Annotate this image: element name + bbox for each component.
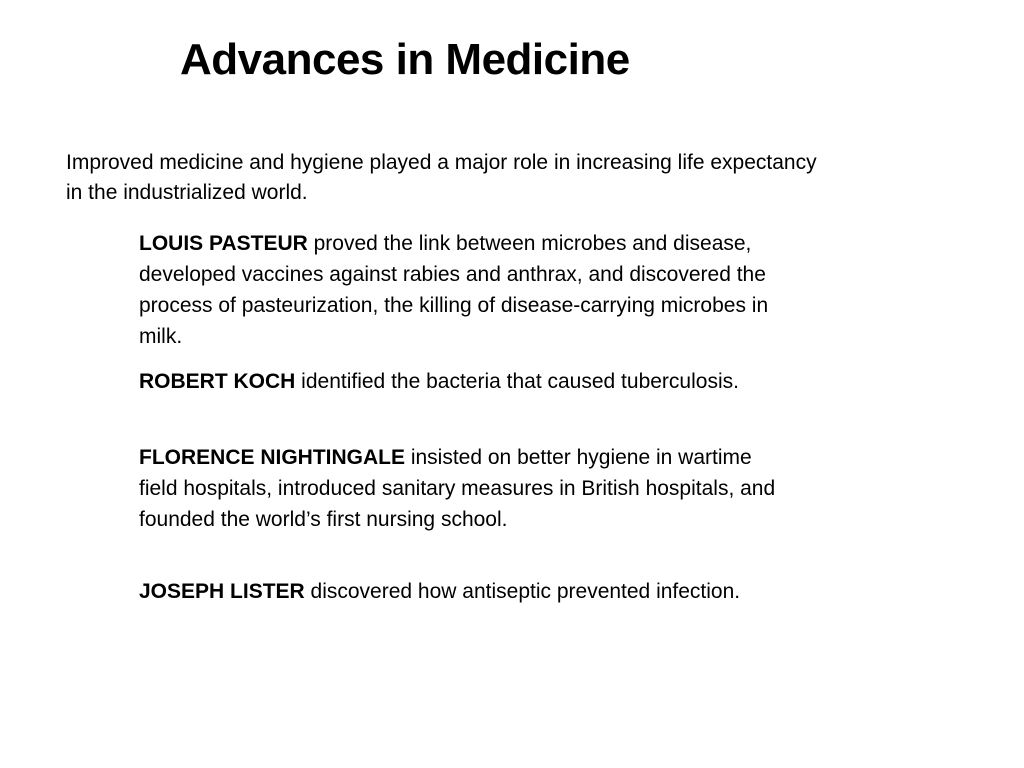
- entry-name: LOUIS PASTEUR: [139, 232, 308, 255]
- entry-robert-koch: [139, 366, 739, 397]
- intro-paragraph: Improved medicine and hygiene played a major role in increasing life expectancy in the industrialized world.: [66, 151, 817, 204]
- entry-florence-nightingale: [139, 442, 789, 535]
- entry-name: JOSEPH LISTER: [139, 580, 305, 603]
- entry-text: insisted on better hygiene in wartime field hospitals, introduced sanitary measures in British hospitals, and founded the world’s first nursing school.: [139, 446, 776, 531]
- entry-text: proved the link between microbes and disease, developed vaccines against rabies and anthrax, and discovered the process of pasteurization, the killing of disease-carrying microbes in milk.: [139, 232, 769, 348]
- entry-name: FLORENCE NIGHTINGALE: [139, 446, 405, 469]
- entry-joseph-lister: [139, 576, 789, 607]
- entry-text: discovered how antiseptic prevented infection.: [304, 580, 741, 603]
- entry-text: identified the bacteria that caused tuberculosis.: [295, 370, 739, 393]
- slide-title: Advances in Medicine: [180, 35, 630, 84]
- entry-louis-pasteur: [139, 228, 809, 352]
- entry-name: ROBERT KOCH: [139, 370, 296, 393]
